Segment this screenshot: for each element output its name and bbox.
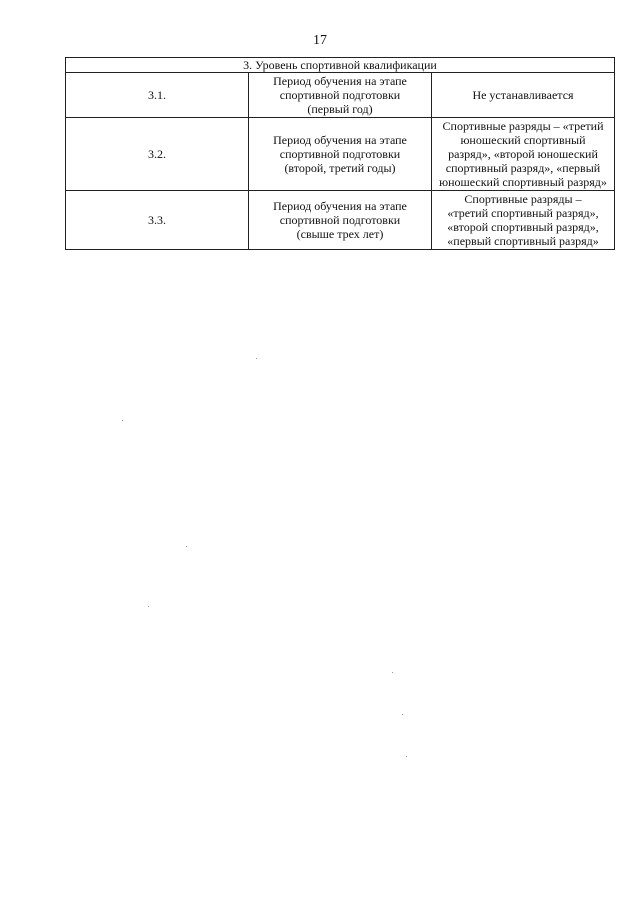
rank-line: «третий спортивный разряд», <box>447 206 599 220</box>
rank-line: «второй спортивный разряд», <box>447 220 599 234</box>
period-cell <box>249 191 432 250</box>
rank-cell <box>432 118 615 191</box>
rank-cell <box>432 191 615 250</box>
scan-speck <box>402 714 403 715</box>
rank-line: Спортивные разряды – <box>464 192 582 206</box>
scan-speck <box>392 672 393 673</box>
period-text: Период обучения на этапе спортивной подготовки <box>273 74 407 102</box>
table-row <box>66 73 615 118</box>
scan-speck <box>122 420 123 421</box>
table-row <box>66 191 615 250</box>
period-subtext: (свыше трех лет) <box>296 227 384 241</box>
scan-speck <box>148 606 149 607</box>
row-number: 3.2. <box>66 118 249 191</box>
table-row <box>66 118 615 191</box>
period-text: Период обучения на этапе спортивной подготовки <box>273 133 407 161</box>
scan-speck <box>256 358 257 359</box>
section-header: 3. Уровень спортивной квалификации <box>66 58 615 73</box>
row-number: 3.1. <box>66 73 249 118</box>
period-cell <box>249 73 432 118</box>
rank-line: Спортивные разряды – «третий <box>442 119 604 133</box>
rank-line: разряд», «второй юношеский <box>448 147 598 161</box>
period-subtext: (первый год) <box>307 102 373 116</box>
period-cell <box>249 118 432 191</box>
period-subtext: (второй, третий годы) <box>284 161 396 175</box>
scan-speck <box>186 546 187 547</box>
section-header-row <box>66 58 615 73</box>
period-text: Период обучения на этапе спортивной подготовки <box>273 199 407 227</box>
rank-line: юношеский спортивный разряд» <box>439 175 607 189</box>
page-number: 17 <box>313 33 327 48</box>
rank-line: спортивный разряд», «первый <box>445 161 601 175</box>
rank-cell <box>432 73 615 118</box>
qualification-table <box>65 57 615 250</box>
scan-speck <box>406 756 407 757</box>
rank-line: «первый спортивный разряд» <box>447 234 599 248</box>
rank-text: Не устанавливается <box>472 88 574 102</box>
row-number: 3.3. <box>66 191 249 250</box>
rank-line: юношеский спортивный <box>460 133 586 147</box>
